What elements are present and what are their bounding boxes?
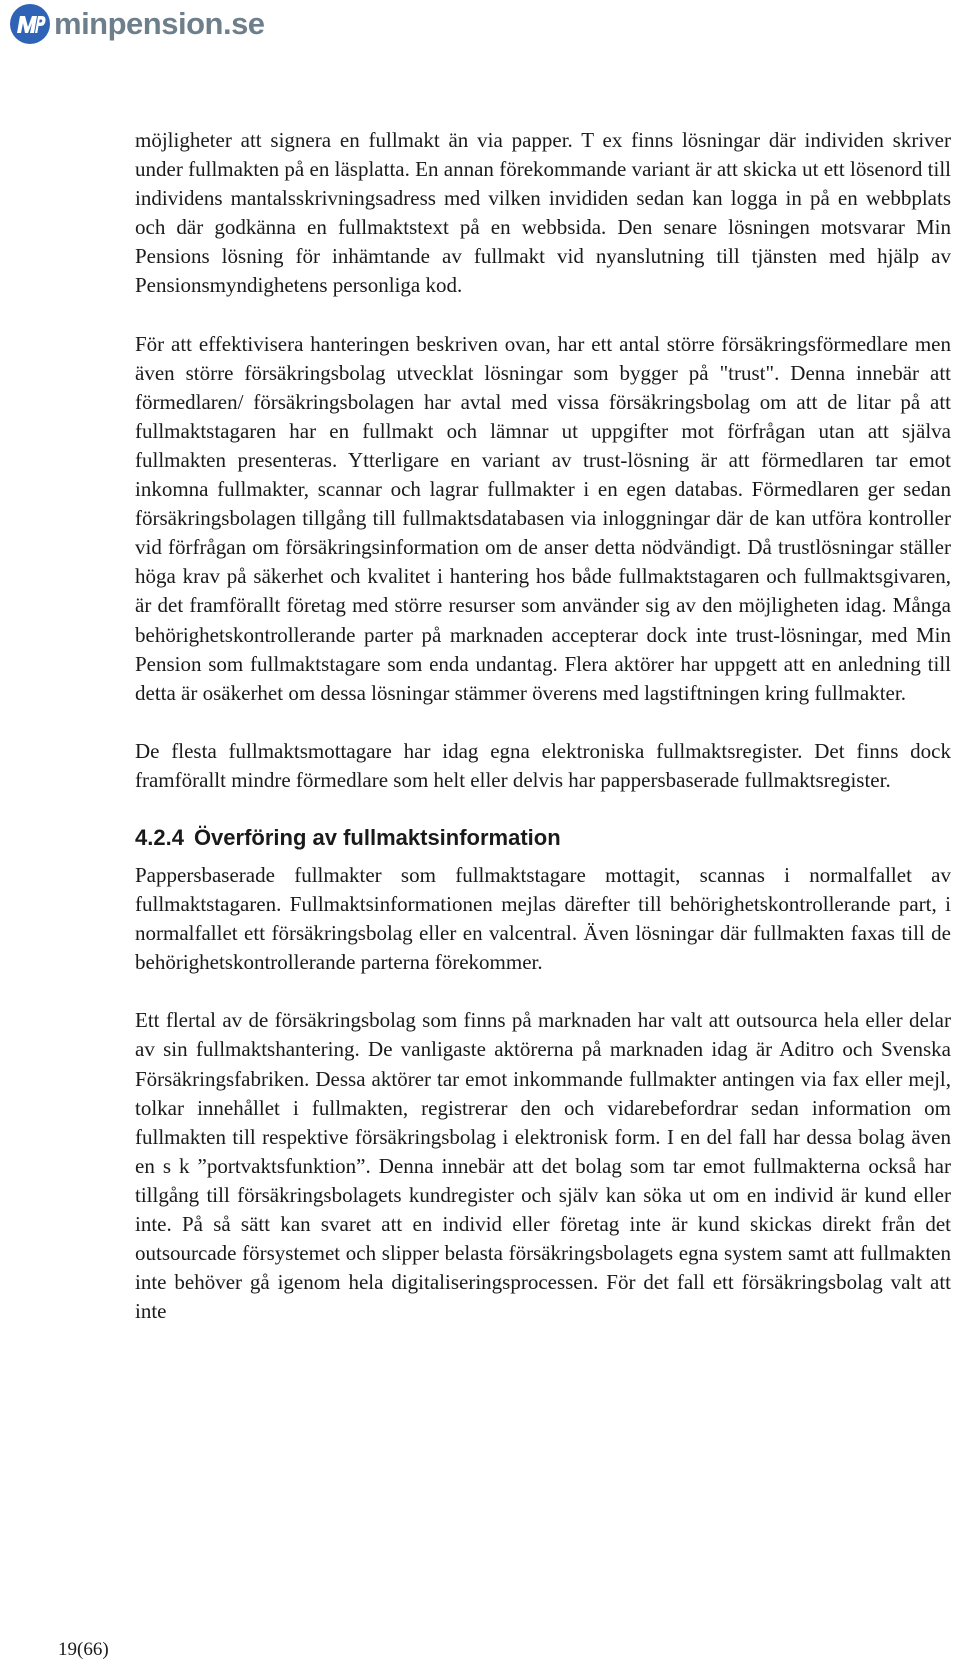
logo-text: minpension.se [54, 6, 265, 41]
section-title: Överföring av fullmaktsinformation [193, 824, 561, 850]
mp-monogram-icon [8, 2, 52, 46]
page-number: 19(66) [58, 1639, 109, 1660]
paragraph-trust-solutions: För att effektivisera hanteringen beskriven ovan, har ett antal större försäkringsförmedlare men även större försäkringsbolag utvecklat lösningar som bygger på "trust". Denna innebär att förmedlaren/ försäkringsbolagen har avtal med vissa försäkringsbolag om att de litar på att fullmaktstagaren har en fullmakt och lämnar ut uppgifter mot förfrågan utan att själva fullmakten presenteras. Ytterligare en variant av trust-lösning är att förmedlaren tar emot inkomna fullmakter, scannar och lagrar fullmakter i en egen databas. Förmedlaren ger sedan försäkringsbolagen tillgång till fullmaktsdatabasen via inloggningar där de kan utföra kontroller vid förfrågan om försäkringsinformation om de anser detta nödvändigt. Då trustlösningar ställer höga krav på säkerhet och kvalitet i hantering hos både fullmaktstagaren och fullmaktsgivaren, är det framförallt företag med större resurser som använder sig av den möjligheten idag. Många behörighetskontrollerande parter på marknaden accepterar dock inte trust-lösningar, med Min Pension som fullmaktstagare som enda undantag. Flera aktörer har uppgett att en anledning till detta är osäkerhet om dessa lösningar stämmer överens med lagstiftningen kring fullmakter. [135, 331, 951, 705]
paragraph-electronic-registers: De flesta fullmaktsmottagare har idag egna elektroniska fullmaktsregister. Det finns dock framförallt mindre förmedlare som helt eller delvis har pappersbaserade fullmaktsregister. [135, 738, 951, 792]
section-number: 4.2.4 [135, 824, 184, 850]
paragraph-paper-proxies: Pappersbaserade fullmakter som fullmaktstagare mottagit, scannas i normalfallet av fullmaktstagaren. Fullmaktsinformationen mejlas därefter till behörighetskontrollerande part, i normalfallet ett försäkringsbolag eller en valcentral. Även lösningar där fullmakten faxas till de behörighetskontrollerande parterna förekommer. [135, 862, 951, 975]
section-heading [135, 823, 951, 853]
site-logo[interactable] [8, 2, 265, 46]
page-content [135, 126, 951, 1326]
paragraph-signing-options: möjligheter att signera en fullmakt än via papper. T ex finns lösningar där individen skriver under fullmakten på en läsplatta. En annan förekommande variant är att skicka ut ett lösenord till individens mantalsskrivningsadress med vilken invididen sedan kan logga in på en webbplats och där godkänna en fullmaktstext på en webbsida. Den senare lösningen motsvarar Min Pensions lösning för inhämtande av fullmakt vid nyanslutning till tjänsten med hjälp av Pensionsmyndighetens personliga kod. [135, 128, 951, 298]
paragraph-outsourcing: Ett flertal av de försäkringsbolag som finns på marknaden har valt att outsourca hela eller delar av sin fullmaktshantering. De vanligaste aktörerna på marknaden idag är Aditro och Svenska Försäkringsfabriken. Dessa aktörer tar emot inkommande fullmakter antingen via fax eller mejl, tolkar innehållet i fullmakten, registrerar den och vidarebefordrar sedan information om fullmakten till respektive försäkringsbolag i elektronisk form. I en del fall har dessa bolag även en s k ”portvaktsfunktion”. Denna innebär att det bolag som tar emot fullmakterna också har tillgång till försäkringsbolagets kundregister och själv kan söka ut om en individ är kund eller inte. På så sätt kan svaret att en individ eller företag inte är kund skickas direkt från det outsourcade försystemet och slipper belasta försäkringsbolagets egna system samt att fullmakten inte behöver gå igenom hela digitaliseringsprocessen. För det fall ett försäkringsbolag valt att inte [135, 1008, 951, 1324]
